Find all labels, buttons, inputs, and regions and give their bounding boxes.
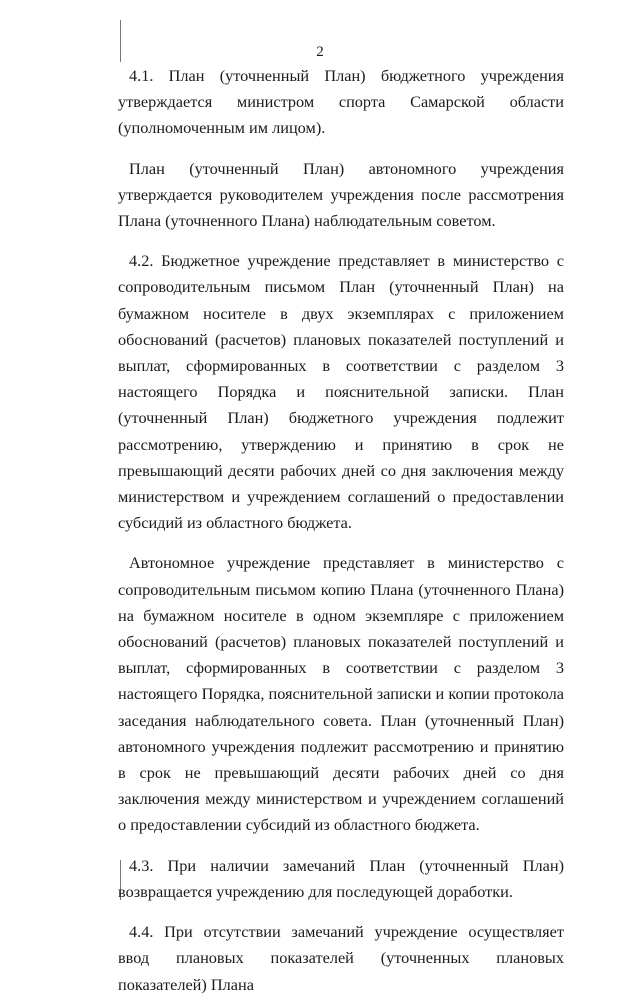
- paragraph-4-1: 4.1. План (уточненный План) бюджетного учреждения утверждается министром спорта Самарской области (уполномоченным им лицом).: [118, 66, 564, 138]
- paragraph-autonomous-approval: План (уточненный План) автономного учреждения утверждается руководителем учреждения после рассмотрения Плана (уточненного Плана) наблюдательным советом.: [118, 158, 564, 231]
- page-number: 2: [316, 44, 324, 60]
- paragraph-4-2: 4.2. Бюджетное учреждение представляет в министерство с сопроводительным письмом План (уточненный План) на бумажном носителе в двух экземплярах с приложением обоснований (расчетов) плановых показателей поступлений и выплат, сформированных в соответствии с разделом 3 настоящего Порядка и пояснительной записки. План (уточненный План) бюджетного учреждения подлежит рассмотрению, утверждению и принятию в срок не превышающий десяти рабочих дней со дня заключения между министерством и учреждением соглашений о предоставлении субсидий из областного бюджета.: [118, 251, 564, 533]
- paragraph-autonomous-submission: Автономное учреждение представляет в министерство с сопроводительным письмом копию Плана (уточненного Плана) на бумажном носителе в одном экземпляре с приложением обоснований (расчетов) плановых показателей поступлений и выплат, сформированных в соответствии с разделом 3 настоящего Порядка, пояснительной записки и копии протокола заседания наблюдательного совета. План (уточненный План) автономного учреждения подлежит рассмотрению и принятию в срок не превышающий десяти рабочих дней со дня заключения между министерством и учреждением соглашений о предоставлении субсидий из областного бюджета.: [118, 553, 564, 835]
- paragraph-4-3: 4.3. При наличии замечаний План (уточненный План) возвращается учреждению для последующей доработки.: [118, 855, 564, 901]
- document-body: [118, 63, 564, 998]
- paragraph-4-4: 4.4. При отсутствии замечаний учреждение осуществляет ввод плановых показателей (уточненных плановых показателей) Плана: [118, 922, 564, 994]
